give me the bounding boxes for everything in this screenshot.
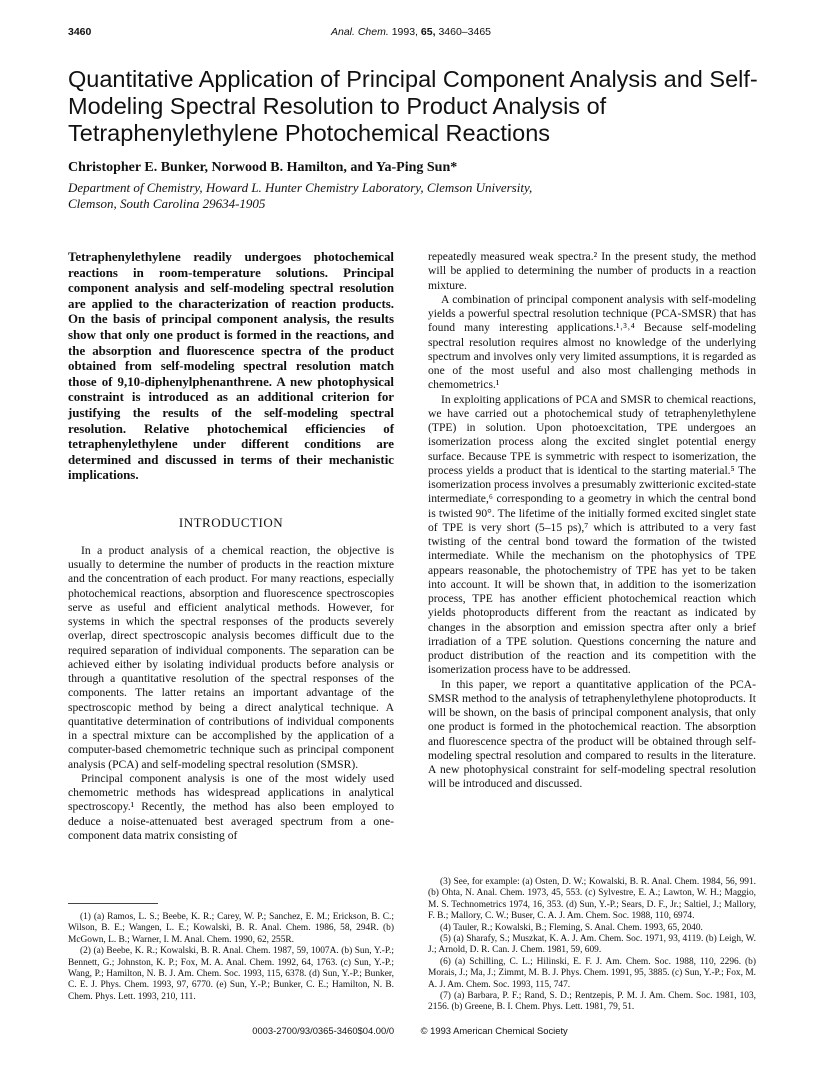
affiliation-line: Department of Chemistry, Howard L. Hunter Chemistry Laboratory, Clemson University, (68, 180, 533, 195)
abstract: Tetraphenylethylene readily undergoes photochemical reactions in room-temperature solutions. Principal component analysis and self-modeling spectral resolution are applied to the characterization of reaction products. On the basis of principal component analysis, the results show that only one product is formed in the reactions, and the absorption and fluorescence spectra of the product obtained from self-modeling spectral resolution match those of 9,10-diphenylphenanthrene. A new photophysical constraint is introduced as an additional criterion for justifying the results of the self-modeling spectral resolution. Relative photochemical efficiencies of tetraphenylethylene under different conditions are determined and discussed in terms of their mechanistic implications. (68, 250, 394, 483)
body-paragraph: In this paper, we report a quantitative application of the PCA-SMSR method to the analysis of tetraphenylethylene photoproducts. It will be shown, on the basis of principal component analysis, that only one product is formed in the photochemical reaction. The absorption and fluorescence spectra of the product will be obtained through self-modeling spectral resolution and compared to results in the literature. A new photophysical constraint for self-modeling spectral resolution will be introduced and discussed. (428, 677, 756, 791)
publication-code: 0003-2700/93/0365-3460$04.00/0 (252, 1025, 395, 1036)
reference-item: (7) (a) Barbara, P. F.; Rand, S. D.; Rentzepis, P. M. J. Am. Chem. Soc. 1981, 103, 2156. (b) Greene, B. I. Chem. Phys. Lett. 1981, 79, 51. (428, 991, 756, 1013)
reference-item: (2) (a) Beebe, K. R.; Kowalski, B. R. Anal. Chem. 1987, 59, 1007A. (b) Sun, Y.-P.; Bennett, G.; Johnston, K. P.; Fox, M. A. Anal. Chem. 1992, 64, 1763. (c) Sun, Y.-P.; Wang, P.; Hamilton, N. B. J. Am. Chem. Soc. 1993, 115, 6378. (d) Sun, Y.-P.; Bunker, C. E. J. Phys. Chem. 1993, 97, 6770. (e) Sun, Y.-P.; Bunker, C. E.; Hamilton, N. B. Chem. Phys. Lett. 1993, 210, 111. (68, 946, 394, 1002)
reference-item: (5) (a) Sharafy, S.; Muszkat, K. A. J. Am. Chem. Soc. 1971, 93, 4119. (b) Leigh, W. J.; Arnold, D. R. Can. J. Chem. 1981, 59, 609. (428, 934, 756, 956)
reference-item: (1) (a) Ramos, L. S.; Beebe, K. R.; Carey, W. P.; Sanchez, E. M.; Erickson, B. C.; Wilson, B. E.; Wangen, L. E.; Kowalski, B. R. Anal. Chem. 1986, 58, 294R. (b) McGown, L. B.; Warner, I. M. Anal. Chem. 1990, 62, 255R. (68, 912, 394, 945)
right-column (428, 250, 756, 792)
section-heading-introduction: INTRODUCTION (178, 514, 284, 530)
footnotes-left (68, 903, 394, 1003)
journal-name: Anal. Chem. (331, 26, 389, 38)
footnotes-right (428, 877, 756, 1014)
author-list: Christopher E. Bunker, Norwood B. Hamilton, and Ya-Ping Sun* (68, 160, 458, 175)
body-paragraph: Principal component analysis is one of the most widely used chemometric methods has widespread applications in analytical spectroscopy.¹ Recently, the method has also been employed to deduce a noise-attenuated best averaged spectrum from a one-component data matrix consisting of (68, 771, 394, 842)
body-paragraph: In a product analysis of a chemical reaction, the objective is usually to determine the number of products in the reaction mixture and the concentration of each product. For many reactions, especially photochemical reactions, absorption and fluorescence spectroscopies serve as useful and efficient analytical methods. However, for systems in which the spectral responses of the products severely overlap, direct spectroscopic analysis becomes difficult due to the required separation of individual components. The separation can be achieved either by isolating individual products before analysis or through a quantitative resolution of the spectral responses of the components. The latter retains an important advantage of the spectroscopic method by being a direct analytical technique. A quantitative determination of contributions of individual components in a spectral mixture can be accomplished by the application of a computer-based chemometric technique such as principal component analysis (PCA) and self-modeling spectral resolution (SMSR). (68, 543, 394, 771)
reference-item: (4) Tauler, R.; Kowalski, B.; Fleming, S. Anal. Chem. 1993, 65, 2040. (440, 922, 703, 933)
left-column (68, 250, 394, 843)
copyright-notice: © 1993 American Chemical Society (420, 1025, 568, 1036)
reference-item: (6) (a) Schilling, C. L.; Hilinski, E. F. J. Am. Chem. Soc. 1988, 110, 2296. (b) Morais, J.; Ma, J.; Zimmt, M. B. J. Phys. Chem. 1991, 95, 3885. (c) Sun, Y.-P.; Fox, M. A. J. Am. Chem. Soc. 1993, 115, 747. (428, 956, 756, 990)
body-paragraph: In exploiting applications of PCA and SMSR to chemical reactions, we have carried out a photochemical study of tetraphenylethylene (TPE) in solution. Upon photoexcitation, TPE undergoes an isomerization process along the excited singlet potential energy surface. Because TPE is symmetric with respect to isomerization, the process yields a product that is identical to the starting material.⁵ The isomerization process involves a presumably zwitterionic excited-state intermediate,⁶ corresponding to a geometry in which the central bond is twisted 90°. The lifetime of the initially formed excited singlet state of TPE is very short (5–15 ps),⁷ which is attributed to a very fast twisting of the central bond toward the formation of the twisted intermediate. While the mechanism on the photophysics of TPE appears reasonable, the photochemistry of TPE has yet to be taken into account. It will be shown that, in addition to the isomerization process, TPE has another efficient photochemical reaction which yields photoproducts different from the reactant as indicated by changes in the absorption and emission spectra after only a brief irradiation of a TPE solution. Questions concerning the nature and product distribution of the reaction and its competition with the isomerization process have to be addressed. (428, 392, 756, 677)
running-header (68, 26, 754, 42)
journal-volume: 65, (420, 26, 436, 38)
body-paragraph: repeatedly measured weak spectra.² In the present study, the method will be applied to determining the number of products in a reaction mixture. (428, 250, 756, 292)
journal-year: 1993, (391, 26, 418, 38)
reference-item: (3) See, for example: (a) Osten, D. W.; Kowalski, B. R. Anal. Chem. 1984, 56, 991. (b) Ohta, N. Anal. Chem. 1973, 45, 553. (c) Sylvestre, E. A.; Lawton, W. H.; Maggio, M. S. Technometrics 1974, 16, 353. (d) Sun, Y.-P.; Sears, D. F., Jr.; Saltiel, J.; Mallory, F. B.; Mallory, C. W.; Buser, C. A. J. Am. Chem. Soc. 1988, 110, 6974. (428, 877, 756, 922)
page-number: 3460 (68, 26, 92, 38)
affiliation-line: Clemson, South Carolina 29634-1905 (68, 196, 266, 211)
page-footer (0, 1025, 820, 1036)
body-paragraph: A combination of principal component analysis with self-modeling yields a powerful spectral resolution technique (PCA-SMSR) that has found many interesting applications.¹˒³˒⁴ Because self-modeling spectral resolution requires almost no knowledge of the underlying spectrum and involves only very limited assumptions, it is regarded as one of the most useful and also most challenging methods in chemometrics.¹ (428, 292, 756, 392)
affiliation (68, 180, 768, 212)
journal-pages: 3460–3465 (438, 26, 491, 38)
footnote-divider (68, 903, 158, 904)
journal-citation (68, 26, 754, 38)
article-title: Quantitative Application of Principal Component Analysis and Self-Modeling Spectral Resolution to Product Analysis of Tetraphenylethylene Photochemical Reactions (68, 66, 758, 146)
